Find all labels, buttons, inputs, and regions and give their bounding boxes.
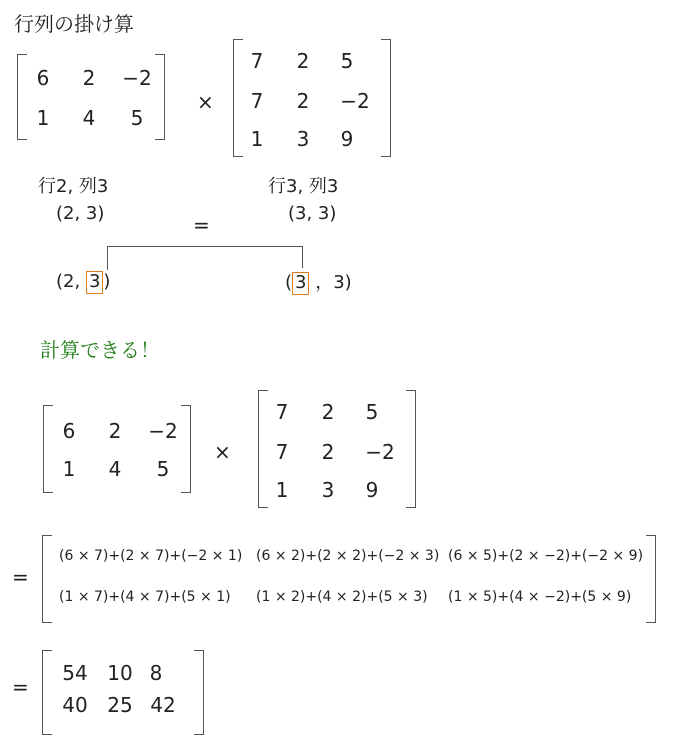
result-cell: 25: [107, 693, 133, 717]
matrix-b-cell: 9: [340, 127, 354, 151]
bracket-right: [406, 390, 416, 508]
expanded-cell: (6 × 2)+(2 × 2)+(−2 × 3): [256, 548, 440, 564]
expanded-cell: (6 × 7)+(2 × 7)+(−2 × 1): [59, 548, 243, 564]
matrix-b-cell: 2: [321, 440, 335, 464]
result-cell: 54: [62, 661, 88, 685]
matrix-b-cell: 7: [250, 49, 264, 73]
bracket-right: [194, 650, 204, 735]
expanded-cell: (1 × 7)+(4 × 7)+(5 × 1): [59, 589, 231, 605]
connector-line: [302, 246, 303, 268]
matrix-b-cell: 7: [275, 440, 289, 464]
bracket-left: [42, 535, 52, 623]
matrix-a-top: [17, 54, 165, 140]
matrix-b-size-label: 行3, 列3: [268, 176, 339, 197]
highlighted-dimension: 3: [86, 271, 103, 294]
matrix-a-size-label: 行2, 列3: [38, 176, 109, 197]
matrix-b-cell: 1: [275, 478, 289, 502]
expanded-cell: (6 × 5)+(2 × −2)+(−2 × 9): [448, 548, 644, 564]
matrix-a-dimension: (2, 3): [56, 203, 105, 224]
times-symbol: ×: [197, 90, 214, 114]
matrix-a-cell: 5: [130, 106, 144, 130]
expanded-cell: (1 × 5)+(4 × −2)+(5 × 9): [448, 589, 632, 605]
matrix-b-top: [233, 39, 391, 157]
equals-symbol: =: [193, 213, 210, 237]
matrix-b-cell: −2: [340, 89, 370, 113]
expanded-cell: (1 × 2)+(4 × 2)+(5 × 3): [256, 589, 428, 605]
matrix-b-cell: 7: [275, 400, 289, 424]
result-matrix: [42, 650, 204, 735]
matrix-a-cell: −2: [122, 66, 152, 90]
connector-line: [107, 246, 108, 270]
matrix-b-bottom: [258, 390, 416, 508]
compare-right-suffix: ，3): [315, 272, 352, 293]
matrix-b-cell: 7: [250, 89, 264, 113]
matrix-a-cell: 2: [82, 66, 96, 90]
result-cell: 8: [149, 661, 163, 685]
matrix-a-cell: 4: [82, 106, 96, 130]
matrix-b-cell: 5: [340, 49, 354, 73]
matrix-b-cell: −2: [365, 440, 395, 464]
highlighted-dimension: 3: [292, 272, 309, 295]
matrix-b-cell: 5: [365, 400, 379, 424]
matrix-a-cell: 5: [156, 457, 170, 481]
expanded-matrix: [42, 535, 656, 623]
connector-line: [107, 246, 303, 247]
bracket-right: [381, 39, 391, 157]
times-symbol: ×: [214, 440, 231, 464]
matrix-a-cell: 1: [62, 457, 76, 481]
matrix-b-cell: 1: [250, 127, 264, 151]
matrix-b-cell: 2: [296, 89, 310, 113]
matrix-b-cell: 3: [321, 478, 335, 502]
compare-right: [285, 268, 352, 295]
matrix-b-cell: 3: [296, 127, 310, 151]
matrix-a-cell: 6: [62, 419, 76, 443]
matrix-a-cell: −2: [148, 419, 178, 443]
page-title: 行列の掛け算: [14, 12, 134, 36]
matrix-b-dimension: (3, 3): [288, 203, 337, 224]
matrix-a-cell: 6: [36, 66, 50, 90]
matrix-b-cell: 9: [365, 478, 379, 502]
result-cell: 10: [107, 661, 133, 685]
matrix-b-cell: 2: [321, 400, 335, 424]
compare-left-suffix: ): [103, 271, 111, 292]
can-compute-note: 計算できる！: [40, 338, 160, 362]
result-cell: 42: [150, 693, 176, 717]
result-cell: 40: [62, 693, 88, 717]
matrix-a-cell: 4: [108, 457, 122, 481]
equals-symbol: =: [12, 675, 29, 699]
bracket-left: [42, 650, 52, 735]
matrix-a-bottom: [43, 405, 191, 493]
compare-left-prefix: (2,: [56, 271, 81, 292]
bracket-right: [646, 535, 656, 623]
matrix-b-cell: 2: [296, 49, 310, 73]
matrix-a-cell: 1: [36, 106, 50, 130]
matrix-a-cell: 2: [108, 419, 122, 443]
equals-symbol: =: [12, 565, 29, 589]
compare-right-prefix: (: [285, 272, 293, 293]
compare-left: [56, 271, 110, 294]
